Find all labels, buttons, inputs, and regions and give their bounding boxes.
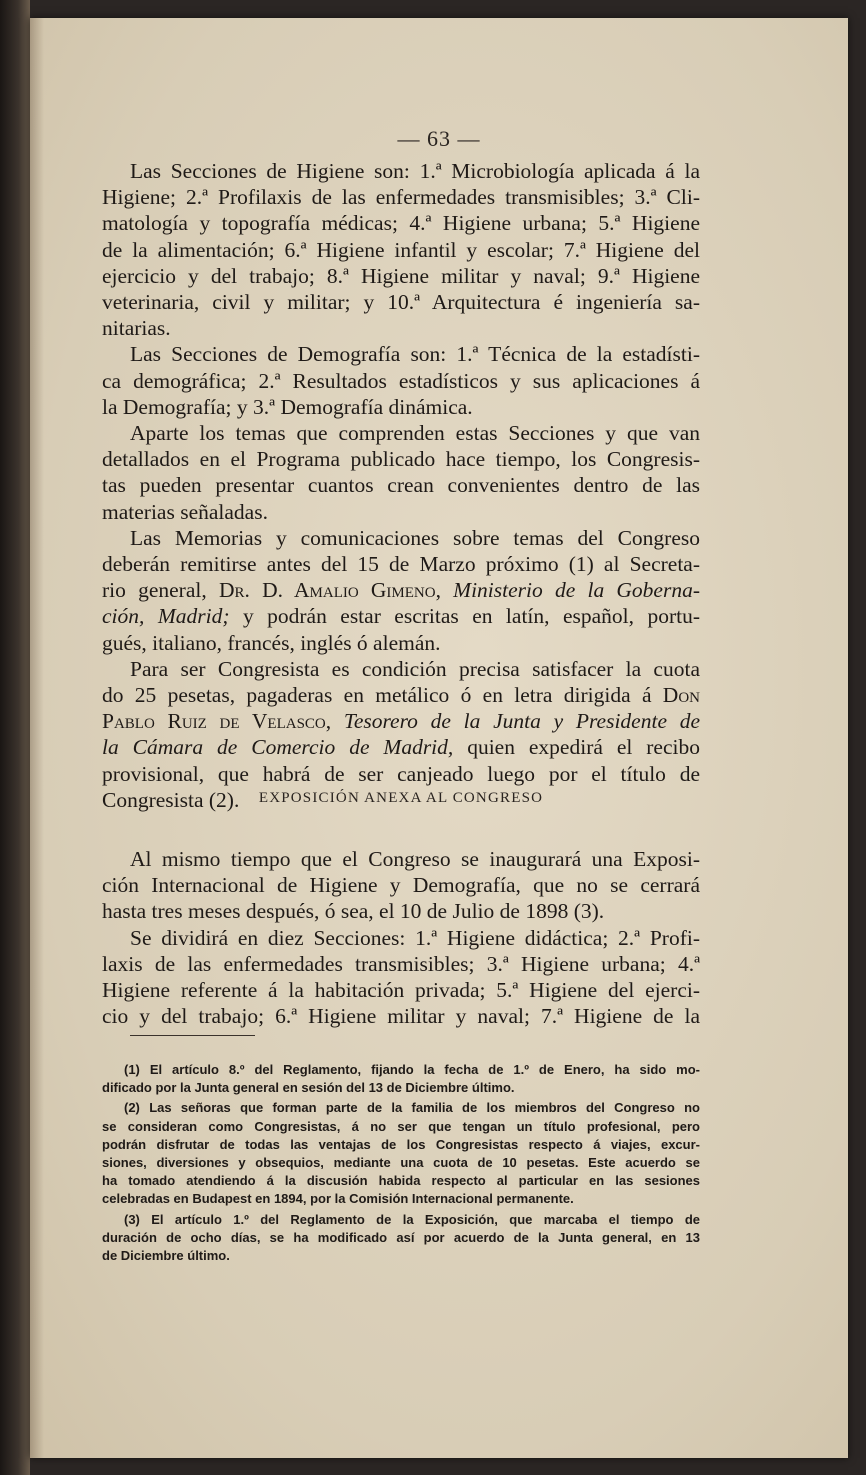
footnote-1 xyxy=(102,1061,700,1097)
text-line: Las Secciones de Higiene son: 1.ª Microbiología aplicada á la xyxy=(130,159,700,183)
page-number: — 63 — xyxy=(397,126,481,151)
footnote-line: ha tomado atendiendo á la discusión habida respecto al particular en las sesiones xyxy=(102,1173,700,1189)
text-run-italic: la Cámara de Comercio de Madrid, xyxy=(102,735,454,760)
text-line: nitarias. xyxy=(102,316,171,341)
section-heading: EXPOSICIÓN ANEXA AL CONGRESO xyxy=(258,790,544,806)
footnote-line: podrán disfrutar de todas las ventajas de los Congresistas respecto á viajes, excur- xyxy=(102,1136,700,1152)
text-line: ejercicio y del trabajo; 8.ª Higiene militar y naval; 9.ª Higiene xyxy=(102,263,700,288)
text-run: do 25 pesetas, pagaderas en metálico ó en letra dirigida á xyxy=(102,683,663,708)
text-line: Higiene referente á la habitación privada; 5.ª Higiene del ejerci- xyxy=(102,978,700,1003)
text-line: laxis de las enfermedades transmisibles; 3.ª Higiene urbana; 4.ª xyxy=(102,951,700,976)
text-line: Congresista (2). xyxy=(102,787,240,812)
text-run-italic: ción, Madrid; xyxy=(102,604,230,629)
footnote-line: (3) El artículo 1.º del Reglamento de la Exposición, que marcaba el tiempo de xyxy=(124,1211,700,1227)
text-line: matología y topografía médicas; 4.ª Higiene urbana; 5.ª Higiene xyxy=(102,211,700,236)
page-gutter-shadow xyxy=(30,18,44,1458)
footnotes xyxy=(102,1061,700,1267)
text-line: Las Secciones de Demografía son: 1.ª Técnica de la estadísti- xyxy=(130,342,700,367)
text-line: Las Memorias y comunicaciones sobre temas del Congreso xyxy=(130,525,700,550)
text-run: quien expedirá el recibo xyxy=(453,735,700,760)
main-text-upper xyxy=(102,158,700,813)
text-run-italic: Ministerio de la Goberna- xyxy=(440,578,701,603)
text-line: veterinaria, civil y militar; y 10.ª Arquitectura é ingeniería sa- xyxy=(102,290,700,315)
text-line: deberán remitirse antes del 15 de Marzo próximo (1) al Secreta- xyxy=(102,552,700,577)
footnote-line: (2) Las señoras que forman parte de la familia de los miembros del Congreso no xyxy=(124,1100,700,1116)
secretary-name: Dr. D. Amalio Gimeno, xyxy=(218,578,441,603)
book-binding-shadow xyxy=(0,0,30,1475)
text-line: tas pueden presentar cuantos crean convenientes dentro de las xyxy=(102,473,700,498)
text-line: ca demográfica; 2.ª Resultados estadísticos y sus aplicaciones á xyxy=(102,368,700,393)
text-line: la Demografía; y 3.ª Demografía dinámica. xyxy=(102,394,473,419)
text-run-italic: Tesorero de la Junta y Presidente de xyxy=(331,709,700,734)
footnote-2 xyxy=(102,1099,700,1208)
text-line: materias señaladas. xyxy=(102,499,268,524)
footnote-line: se consideran como Congresistas, á no ser que tengan un título profesional, pero xyxy=(102,1118,700,1134)
footnote-line: celebradas en Budapest en 1894, por la Comisión Internacional permanente. xyxy=(102,1191,574,1207)
treasurer-name: Pablo Ruiz de Velasco, xyxy=(102,709,332,734)
text-line: gués, italiano, francés, inglés ó alemán. xyxy=(102,630,441,655)
text-line: Se dividirá en diez Secciones: 1.ª Higiene didáctica; 2.ª Profi- xyxy=(130,925,700,950)
footnote-line: duración de ocho días, se ha modificado así por acuerdo de la Junta general, en 13 xyxy=(102,1229,700,1245)
text-line xyxy=(102,603,700,629)
text-line xyxy=(102,734,700,760)
text-line: Al mismo tiempo que el Congreso se inaugurará una Exposi- xyxy=(130,847,700,871)
main-text-lower xyxy=(102,846,700,1029)
text-line: detallados en el Programa publicado hace tiempo, los Congresis- xyxy=(102,447,700,472)
footnote-line: siones, diversiones y obsequios, mediante una cuota de 10 pesetas. Este acuerdo se xyxy=(102,1155,700,1171)
text-line xyxy=(102,682,700,708)
text-line: de la alimentación; 6.ª Higiene infantil y escolar; 7.ª Higiene del xyxy=(102,237,700,262)
text-line: ción Internacional de Higiene y Demografía, que no se cerrará xyxy=(102,873,700,898)
text-run: y podrán estar escritas en latín, español, portu- xyxy=(229,604,700,629)
footnote-line: de Diciembre último. xyxy=(102,1248,230,1264)
footnote-line: (1) El artículo 8.º del Reglamento, fijando la fecha de 1.º de Enero, ha sido mo- xyxy=(124,1062,700,1077)
footnote-rule xyxy=(130,1035,255,1036)
text-line xyxy=(102,577,700,603)
footnote-line: dificado por la Junta general en sesión del 13 de Diciembre último. xyxy=(102,1080,515,1096)
footnote-3 xyxy=(102,1211,700,1266)
text-line: hasta tres meses después, ó sea, el 10 de Julio de 1898 (3). xyxy=(102,899,605,924)
text-line xyxy=(102,708,700,734)
text-line: Aparte los temas que comprenden estas Secciones y que van xyxy=(130,421,700,446)
text-line: Para ser Congresista es condición precisa satisfacer la cuota xyxy=(130,656,700,681)
text-line: provisional, que habrá de ser canjeado luego por el título de xyxy=(102,761,700,786)
text-line: cio y del trabajo; 6.ª Higiene militar y naval; 7.ª Higiene de la xyxy=(102,1004,700,1029)
book-page xyxy=(30,18,848,1458)
text-run: rio general, xyxy=(102,578,219,603)
text-run-smallcaps: Don xyxy=(662,683,700,708)
text-line: Higiene; 2.ª Profilaxis de las enfermedades transmisibles; 3.ª Cli- xyxy=(102,185,700,210)
